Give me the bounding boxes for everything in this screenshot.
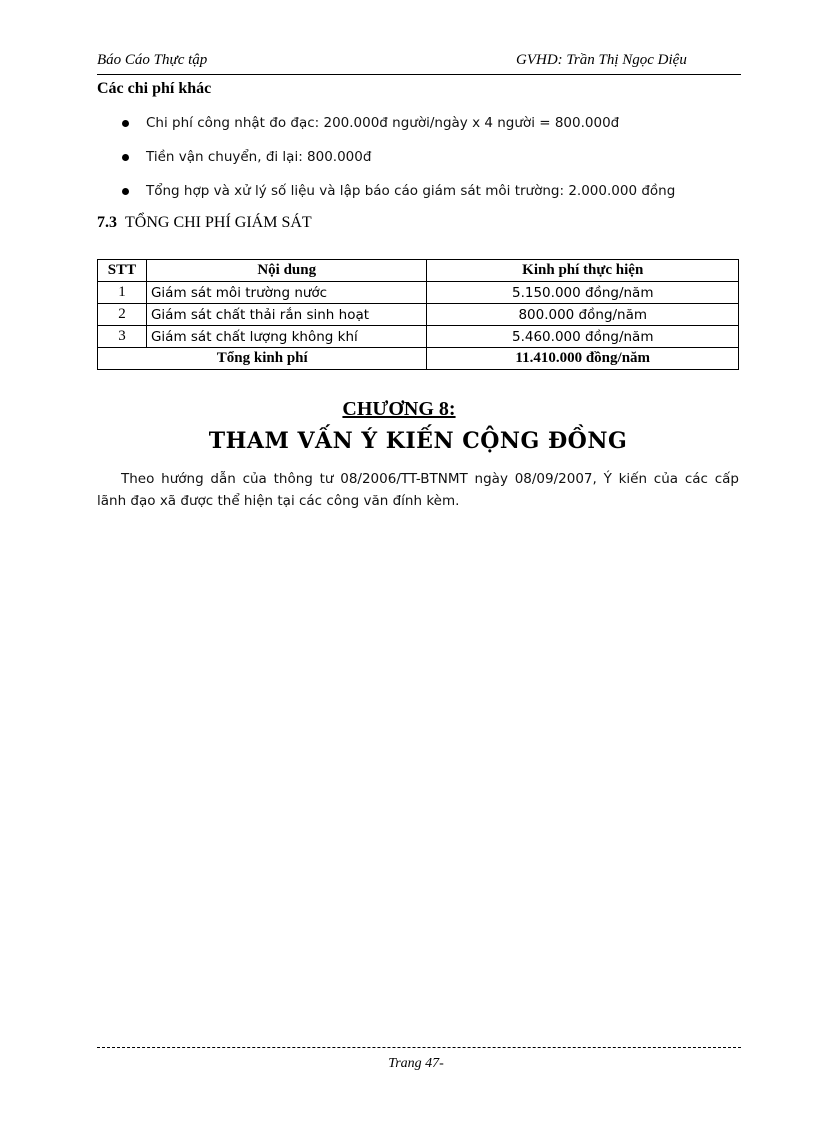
table-row — [98, 326, 739, 348]
column-header-content: Nội dung — [146, 260, 427, 282]
subsection-number: 7.3 — [97, 214, 117, 231]
column-header-stt: STT — [98, 260, 147, 282]
header-report-title: Báo Cáo Thực tập — [97, 52, 208, 68]
chapter-label: CHƯƠNG 8: — [342, 398, 456, 420]
body-paragraph: Theo hướng dẫn của thông tư 08/2006/TT-BTNMT ngày 08/09/2007, Ý kiến của các cấp lãnh đạo xã được thể hiện tại các công văn đính kèm. — [97, 471, 739, 509]
header-supervisor: GVHD: Trần Thị Ngọc Diệu — [516, 52, 687, 68]
table-total-row — [98, 348, 739, 370]
page-number: Trang 47- — [388, 1056, 444, 1071]
table-cell-stt: 2 — [98, 304, 147, 326]
total-value: 11.410.000 đồng/năm — [427, 348, 739, 370]
table-cell-content: Giám sát môi trường nước — [146, 282, 427, 304]
table-cell-content: Giám sát chất thải rắn sinh hoạt — [146, 304, 427, 326]
list-item — [97, 178, 757, 212]
bullet-icon — [122, 154, 129, 161]
list-item — [97, 110, 757, 144]
table-row — [98, 282, 739, 304]
list-item — [97, 144, 757, 178]
table-header-row — [98, 260, 739, 282]
bullet-icon — [122, 120, 129, 127]
table-cell-stt: 3 — [98, 326, 147, 348]
page-header — [97, 52, 741, 75]
subsection-title: TỔNG CHI PHÍ GIÁM SÁT — [125, 214, 312, 231]
table-row — [98, 304, 739, 326]
cost-table — [97, 259, 739, 370]
bullet-icon — [122, 188, 129, 195]
list-item-text: Tiền vận chuyển, đi lại: 800.000đ — [146, 149, 372, 165]
table-cell-stt: 1 — [98, 282, 147, 304]
table-cell-cost: 5.150.000 đồng/năm — [427, 282, 739, 304]
cost-bullet-list — [97, 110, 757, 212]
column-header-cost: Kinh phí thực hiện — [427, 260, 739, 282]
chapter-title: THAM VẤN Ý KIẾN CỘNG ĐỒNG — [208, 428, 628, 454]
section-title: Các chi phí khác — [97, 80, 212, 97]
list-item-text: Tổng hợp và xử lý số liệu và lập báo cáo giám sát môi trường: 2.000.000 đồng — [146, 183, 676, 199]
subsection-heading — [97, 214, 312, 232]
footer-divider — [97, 1047, 741, 1048]
table-cell-content: Giám sát chất lượng không khí — [146, 326, 427, 348]
total-label: Tổng kinh phí — [98, 348, 427, 370]
table-cell-cost: 800.000 đồng/năm — [427, 304, 739, 326]
table-cell-cost: 5.460.000 đồng/năm — [427, 326, 739, 348]
list-item-text: Chi phí công nhật đo đạc: 200.000đ người/ngày x 4 người = 800.000đ — [146, 115, 620, 131]
